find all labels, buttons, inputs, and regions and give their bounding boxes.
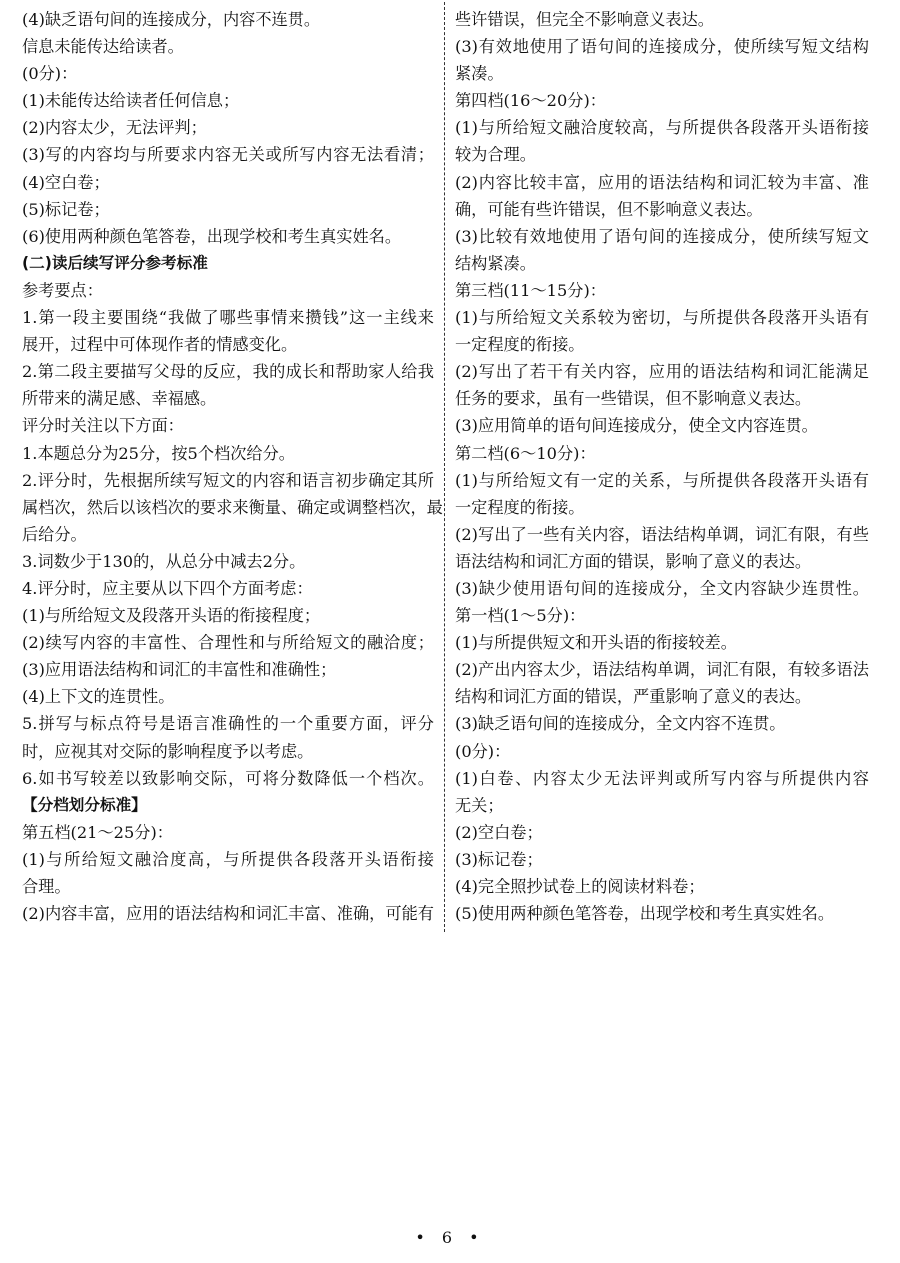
text-line: (3)缺少使用语句间的连接成分，全文内容缺少连贯性。 (455, 578, 869, 598)
text-line: (3)缺乏语句间的连接成分，全文内容不连贯。 (455, 714, 786, 734)
text-line: (1)与所给短文融洽度较高，与所提供各段落开头语衔接 (455, 118, 869, 138)
text-line: 3.词数少于130的，从总分中减去2分。 (22, 551, 306, 571)
text-line: (2)产出内容太少，语法结构单调，词汇有限，有较多语法 (455, 660, 869, 680)
text-line: 第二档(6～10分)： (455, 443, 596, 463)
text-line: (1)与所给短文融洽度高，与所提供各段落开头语衔接 (22, 849, 434, 869)
text-line: (4)空白卷； (22, 172, 110, 192)
text-line: (2)写出了一些有关内容，语法结构单调，词汇有限，有些 (455, 524, 869, 544)
text-line: (1)与所提供短文和开头语的衔接较差。 (455, 633, 737, 653)
text-line: 5.拼写与标点符号是语言准确性的一个重要方面，评分 (22, 714, 434, 734)
text-line: (2)空白卷； (455, 822, 543, 842)
text-line: (2)内容太少，无法评判； (22, 118, 207, 138)
text-line: 信息未能传达给读者。 (22, 37, 184, 57)
text-line: 一定程度的衔接。 (455, 497, 585, 517)
section-heading: 【分档划分标准】 (22, 795, 147, 814)
text-line: (3)比较有效地使用了语句间的连接成分，使所续写短文 (455, 226, 869, 246)
text-line: 合理。 (22, 877, 71, 896)
text-line: 评分时关注以下方面： (22, 416, 184, 436)
text-line: 较为合理。 (455, 145, 536, 165)
text-line: 结构和词汇方面的错误，严重影响了意义的表达。 (455, 687, 812, 707)
text-line: (2)内容丰富，应用的语法结构和词汇丰富、准确，可能有 (22, 904, 434, 924)
text-line: 第三档(11～15分)： (455, 280, 606, 300)
text-line: (0分)： (22, 64, 78, 84)
text-line: 1.本题总分为25分，按5个档次给分。 (22, 443, 295, 463)
text-line: 第五档(21～25分)： (22, 822, 173, 842)
text-line: (3)写的内容均与所要求内容无关或所写内容无法看清； (22, 145, 434, 165)
text-line: 第一档(1～5分)： (455, 606, 586, 626)
text-line: 确，可能有些许错误，但不影响意义表达。 (455, 199, 763, 219)
text-line: 1.第一段主要围绕“我做了哪些事情来攒钱”这一主线来 (22, 308, 434, 328)
text-line: (5)标记卷； (22, 199, 110, 219)
text-line: 第四档(16～20分)： (455, 91, 606, 111)
text-line: (1)与所给短文关系较为密切，与所提供各段落开头语有 (455, 308, 869, 328)
text-line: 参考要点： (22, 280, 103, 300)
text-line: (1)未能传达给读者任何信息； (22, 91, 240, 111)
text-line: (1)与所给短文及段落开头语的衔接程度； (22, 606, 321, 626)
text-line: 些许错误，但完全不影响意义表达。 (455, 10, 714, 29)
text-line: (1)与所给短文有一定的关系，与所提供各段落开头语有 (455, 470, 869, 490)
text-line: 语法结构和词汇方面的错误，影响了意义的表达。 (455, 551, 812, 571)
text-line: (2)写出了若干有关内容，应用的语法结构和词汇能满足 (455, 362, 869, 382)
text-line: 2.第二段主要描写父母的反应，我的成长和帮助家人给我 (22, 362, 434, 382)
text-line: 一定程度的衔接。 (455, 335, 585, 355)
text-line: (4)上下文的连贯性。 (22, 687, 175, 707)
text-line: 6.如书写较差以致影响交际，可将分数降低一个档次。 (22, 768, 434, 788)
text-line: (6)使用两种颜色笔答卷，出现学校和考生真实姓名。 (22, 226, 402, 246)
text-line: (4)完全照抄试卷上的阅读材料卷； (455, 877, 705, 896)
column-divider (444, 2, 445, 932)
text-line: (1)白卷、内容太少无法评判或所写内容与所提供内容 (455, 768, 869, 788)
text-line: (3)有效地使用了语句间的连接成分，使所续写短文结构 (455, 37, 869, 57)
text-line: (2)续写内容的丰富性、合理性和与所给短文的融洽度； (22, 633, 434, 653)
text-line: (3)应用语法结构和词汇的丰富性和准确性； (22, 660, 337, 680)
text-line: 2.评分时，先根据所续写短文的内容和语言初步确定其所 (22, 470, 434, 490)
text-line: 4.评分时，应主要从以下四个方面考虑： (22, 578, 313, 598)
text-line: (3)标记卷； (455, 849, 543, 869)
text-line: 紧凑。 (455, 64, 504, 84)
text-line: 结构紧凑。 (455, 253, 536, 273)
text-line: 所带来的满足感、幸福感。 (22, 389, 217, 409)
text-line: (5)使用两种颜色笔答卷，出现学校和考生真实姓名。 (455, 904, 835, 924)
text-line: (2)内容比较丰富，应用的语法结构和词汇较为丰富、准 (455, 172, 869, 192)
text-line: 任务的要求，虽有一些错误，但不影响意义表达。 (455, 389, 812, 409)
text-line: 时，应视其对交际的影响程度予以考虑。 (22, 741, 314, 761)
text-line: (3)应用简单的语句间连接成分，使全文内容连贯。 (455, 416, 818, 436)
text-line: 展开，过程中可体现作者的情感变化。 (22, 335, 298, 355)
text-line: 属档次，然后以该档次的要求来衡量、确定或调整档次，最 (22, 497, 443, 517)
text-line: 后给分。 (22, 524, 87, 544)
text-line: (4)缺乏语句间的连接成分，内容不连贯。 (22, 10, 321, 29)
text-line: 无关； (455, 795, 504, 815)
page-number: • 6 • (415, 1228, 485, 1247)
left-column (22, 6, 443, 927)
right-column (455, 6, 869, 927)
text-line: (0分)： (455, 741, 511, 761)
section-heading: (二)读后续写评分参考标准 (22, 253, 208, 272)
